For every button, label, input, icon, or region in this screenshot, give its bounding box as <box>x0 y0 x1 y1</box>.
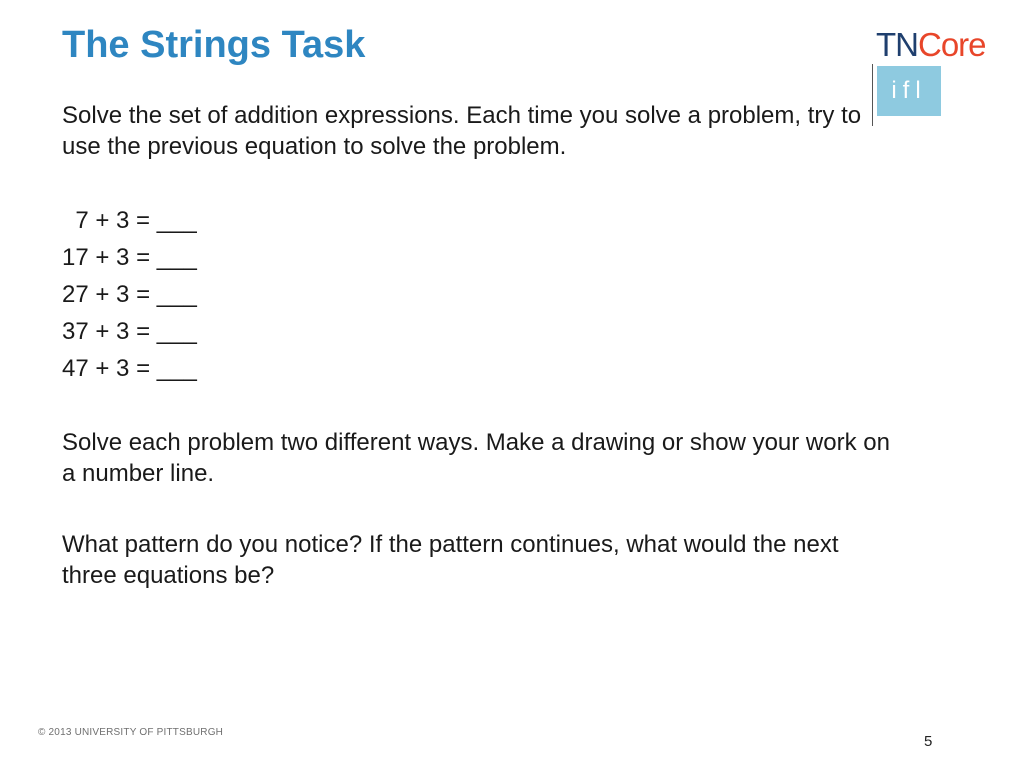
equation-list <box>62 202 892 387</box>
slide-body <box>62 100 892 591</box>
intro-paragraph: Solve the set of addition expressions. Each time you solve a problem, try to use the previous equation to solve the problem. <box>62 102 862 160</box>
copyright-footer: © 2013 UNIVERSITY OF PITTSBURGH <box>38 727 224 738</box>
logo-core-text: Core <box>918 26 986 63</box>
question-paragraph: What pattern do you notice? If the pattern continues, what would the next three equations be? <box>62 531 839 589</box>
tncore-wordmark <box>876 26 986 64</box>
slide-title: The Strings Task <box>62 24 366 66</box>
logo-tn-text: TN <box>876 26 918 63</box>
ifl-logo-box: ifl <box>877 66 941 116</box>
equation-item: 7 + 3 = ___ <box>62 207 197 234</box>
instruction-paragraph: Solve each problem two different ways. Make a drawing or show your work on a number line. <box>62 429 890 487</box>
equation-item: 17 + 3 = ___ <box>62 244 197 271</box>
equation-item: 37 + 3 = ___ <box>62 318 197 345</box>
equation-item: 27 + 3 = ___ <box>62 281 197 308</box>
equation-item: 47 + 3 = ___ <box>62 355 197 382</box>
page-number: 5 <box>924 733 933 750</box>
